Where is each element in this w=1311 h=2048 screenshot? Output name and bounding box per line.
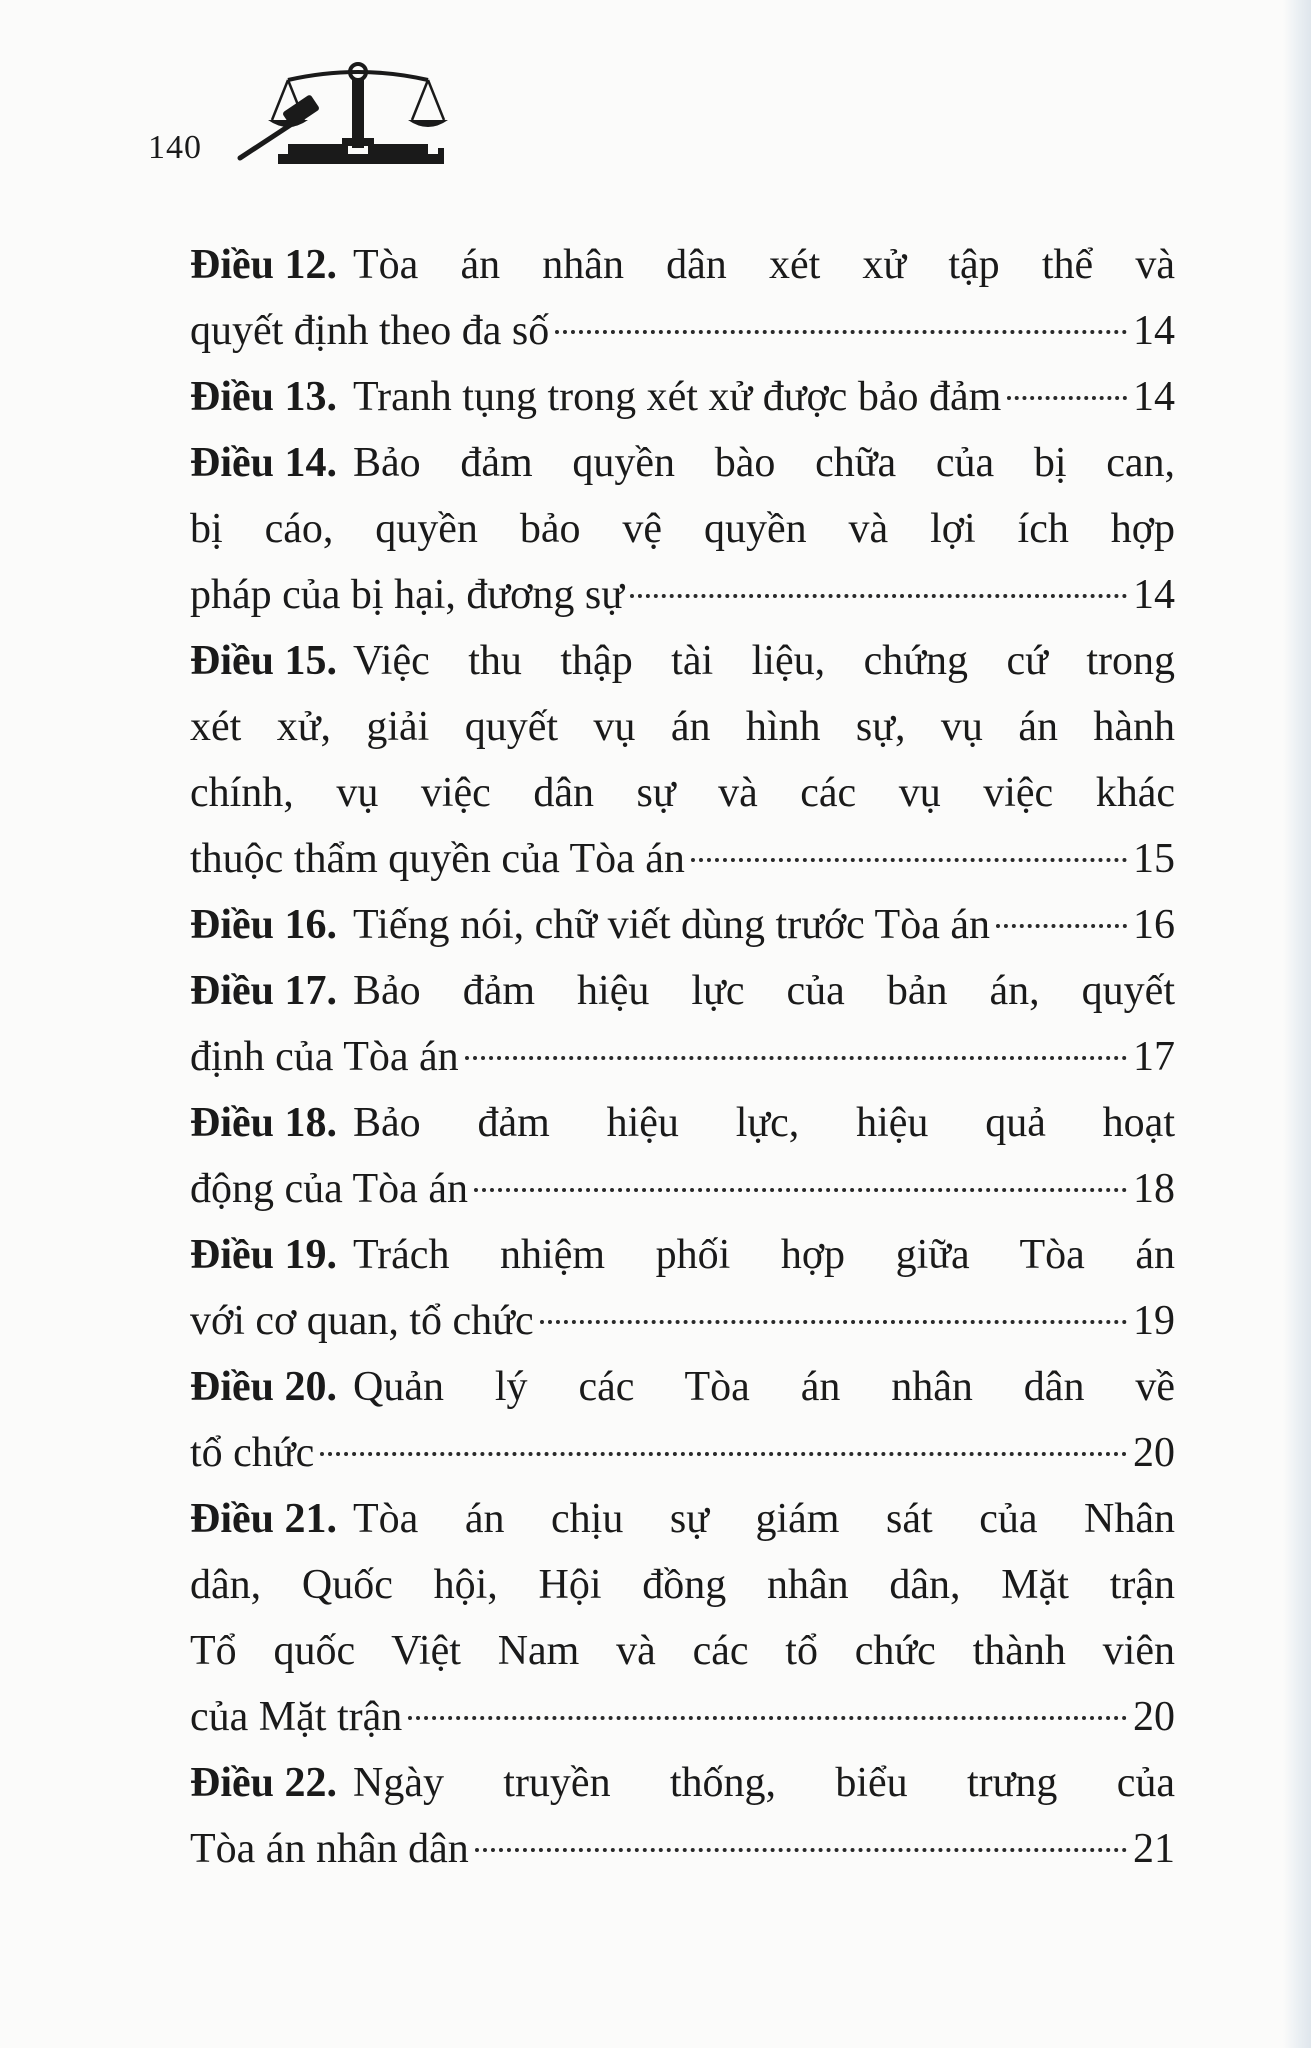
dot-leader bbox=[408, 1716, 1127, 1720]
toc-line bbox=[190, 1816, 1175, 1882]
toc-page-number: 17 bbox=[1133, 1034, 1175, 1080]
toc-line bbox=[190, 1552, 1175, 1618]
article-title-text: quyết định theo đa số bbox=[190, 308, 550, 354]
article-label: Điều 13. bbox=[190, 374, 337, 420]
article-title-text: xét xử, giải quyết vụ án hình sự, vụ án hành bbox=[190, 704, 1175, 750]
toc-line bbox=[190, 1156, 1175, 1222]
article-title-text: Bảo đảm hiệu lực của bản án, quyết bbox=[353, 968, 1175, 1014]
toc-line bbox=[190, 1288, 1175, 1354]
dot-leader bbox=[555, 330, 1127, 334]
article-label: Điều 16. bbox=[190, 902, 337, 948]
toc-line bbox=[190, 1684, 1175, 1750]
article-title-text: Bảo đảm hiệu lực, hiệu quả hoạt bbox=[353, 1100, 1175, 1146]
toc-entry bbox=[190, 430, 1175, 628]
article-title-text: Ngày truyền thống, biểu trưng của bbox=[353, 1760, 1175, 1806]
article-title-text: động của Tòa án bbox=[190, 1166, 468, 1212]
article-title-text: Việc thu thập tài liệu, chứng cứ trong bbox=[353, 638, 1175, 684]
toc-line bbox=[190, 1618, 1175, 1684]
toc-line bbox=[190, 430, 1175, 496]
toc-line bbox=[190, 1024, 1175, 1090]
article-title-text: Trách nhiệm phối hợp giữa Tòa án bbox=[353, 1232, 1175, 1278]
toc-page-number: 19 bbox=[1133, 1298, 1175, 1344]
toc-line bbox=[190, 694, 1175, 760]
article-label: Điều 19. bbox=[190, 1232, 337, 1278]
dot-leader bbox=[691, 858, 1127, 862]
toc-entry bbox=[190, 892, 1175, 958]
dot-leader bbox=[540, 1320, 1127, 1324]
toc-line bbox=[190, 1420, 1175, 1486]
toc-line bbox=[190, 958, 1175, 1024]
table-of-contents bbox=[190, 232, 1175, 1882]
toc-line bbox=[190, 232, 1175, 298]
dot-leader bbox=[320, 1452, 1127, 1456]
toc-line bbox=[190, 298, 1175, 364]
article-title-text: pháp của bị hại, đương sự bbox=[190, 572, 624, 618]
toc-line bbox=[190, 1222, 1175, 1288]
article-title-text: Quản lý các Tòa án nhân dân về bbox=[353, 1364, 1175, 1410]
article-title-text: Tranh tụng trong xét xử được bảo đảm bbox=[353, 374, 1002, 420]
toc-entry bbox=[190, 1090, 1175, 1222]
article-label: Điều 20. bbox=[190, 1364, 337, 1410]
toc-entry bbox=[190, 1354, 1175, 1486]
toc-page-number: 20 bbox=[1133, 1430, 1175, 1476]
toc-line bbox=[190, 1090, 1175, 1156]
dot-leader bbox=[996, 924, 1127, 928]
article-label: Điều 14. bbox=[190, 440, 337, 486]
toc-entry bbox=[190, 232, 1175, 364]
page-edge-shadow bbox=[1283, 0, 1311, 2048]
dot-leader bbox=[465, 1056, 1127, 1060]
toc-page-number: 18 bbox=[1133, 1166, 1175, 1212]
toc-line bbox=[190, 826, 1175, 892]
toc-page-number: 15 bbox=[1133, 836, 1175, 882]
toc-line bbox=[190, 496, 1175, 562]
article-title-text: tổ chức bbox=[190, 1430, 315, 1476]
toc-entry bbox=[190, 1486, 1175, 1750]
scales-of-justice-icon bbox=[218, 58, 538, 168]
page-header bbox=[148, 58, 448, 178]
article-title-text: với cơ quan, tổ chức bbox=[190, 1298, 534, 1344]
toc-line bbox=[190, 1486, 1175, 1552]
article-title-text: Bảo đảm quyền bào chữa của bị can, bbox=[353, 440, 1175, 486]
article-label: Điều 15. bbox=[190, 638, 337, 684]
article-title-text: bị cáo, quyền bảo vệ quyền và lợi ích hợp bbox=[190, 506, 1175, 552]
toc-line bbox=[190, 628, 1175, 694]
toc-line bbox=[190, 892, 1175, 958]
toc-line bbox=[190, 760, 1175, 826]
article-title-text: Tổ quốc Việt Nam và các tổ chức thành viên bbox=[190, 1628, 1175, 1674]
toc-line bbox=[190, 1354, 1175, 1420]
article-title-text: thuộc thẩm quyền của Tòa án bbox=[190, 836, 685, 882]
toc-page-number: 14 bbox=[1133, 308, 1175, 354]
toc-line bbox=[190, 562, 1175, 628]
article-title-text: Tòa án chịu sự giám sát của Nhân bbox=[353, 1496, 1175, 1542]
toc-line bbox=[190, 1750, 1175, 1816]
toc-page-number: 21 bbox=[1133, 1826, 1175, 1872]
toc-entry bbox=[190, 1750, 1175, 1882]
article-title-text: Tòa án nhân dân xét xử tập thể và bbox=[353, 242, 1175, 288]
article-label: Điều 21. bbox=[190, 1496, 337, 1542]
toc-page-number: 14 bbox=[1133, 572, 1175, 618]
article-label: Điều 12. bbox=[190, 242, 337, 288]
toc-entry bbox=[190, 958, 1175, 1090]
toc-entry bbox=[190, 364, 1175, 430]
toc-page-number: 16 bbox=[1133, 902, 1175, 948]
toc-entry bbox=[190, 628, 1175, 892]
article-label: Điều 18. bbox=[190, 1100, 337, 1146]
article-title-text: của Mặt trận bbox=[190, 1694, 403, 1740]
article-title-text: dân, Quốc hội, Hội đồng nhân dân, Mặt trận bbox=[190, 1562, 1175, 1608]
dot-leader bbox=[1007, 396, 1127, 400]
article-label: Điều 17. bbox=[190, 968, 337, 1014]
dot-leader bbox=[475, 1848, 1127, 1852]
article-title-text: Tiếng nói, chữ viết dùng trước Tòa án bbox=[353, 902, 990, 948]
dot-leader bbox=[474, 1188, 1127, 1192]
toc-page-number: 14 bbox=[1133, 374, 1175, 420]
toc-page-number: 20 bbox=[1133, 1694, 1175, 1740]
page-number: 140 bbox=[148, 129, 202, 166]
article-label: Điều 22. bbox=[190, 1760, 337, 1806]
toc-entry bbox=[190, 1222, 1175, 1354]
toc-line bbox=[190, 364, 1175, 430]
article-title-text: Tòa án nhân dân bbox=[190, 1826, 469, 1872]
article-title-text: định của Tòa án bbox=[190, 1034, 459, 1080]
dot-leader bbox=[630, 594, 1127, 598]
article-title-text: chính, vụ việc dân sự và các vụ việc khác bbox=[190, 770, 1175, 816]
